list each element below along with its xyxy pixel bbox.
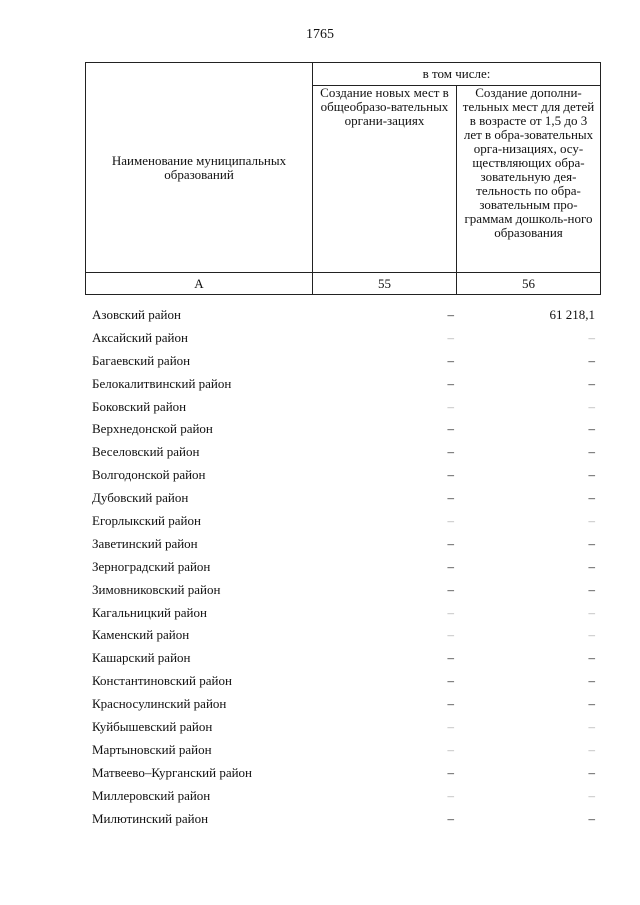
municipality-name: Дубовский район	[92, 490, 189, 506]
table-row	[89, 487, 597, 510]
value-col56: –	[588, 810, 595, 826]
value-col55: –	[447, 329, 454, 345]
value-col56: –	[588, 352, 595, 368]
municipality-name: Белокалитвинский район	[92, 375, 232, 391]
table-row	[89, 418, 597, 441]
value-col55: –	[447, 375, 454, 391]
municipality-name: Кашарский район	[92, 650, 191, 666]
municipality-name: Егорлыкский район	[92, 513, 201, 529]
municipality-name: Каменский район	[92, 627, 190, 643]
value-col56: –	[588, 558, 595, 574]
col55-header: Создание новых мест в общеобразо-вательных органи-зациях	[313, 86, 457, 273]
municipality-name: Константиновский район	[92, 673, 232, 689]
table-row	[89, 808, 597, 831]
value-col56: –	[588, 329, 595, 345]
municipality-name: Кагальницкий район	[92, 604, 207, 620]
value-col56: –	[588, 513, 595, 529]
value-col55: –	[447, 673, 454, 689]
table-row	[89, 441, 597, 464]
value-col55: –	[447, 558, 454, 574]
municipality-name: Красносулинский район	[92, 696, 227, 712]
municipality-name: Матвеево–Курганский район	[92, 764, 253, 780]
value-col55: –	[447, 398, 454, 414]
value-col56: –	[588, 787, 595, 803]
value-col55: –	[447, 719, 454, 735]
table-row	[89, 556, 597, 579]
value-col55: –	[447, 352, 454, 368]
table-row	[89, 647, 597, 670]
group-header: в том числе:	[313, 63, 601, 86]
value-col55: –	[447, 467, 454, 483]
table-row	[89, 602, 597, 625]
municipality-name: Заветинский район	[92, 535, 198, 551]
value-col55: –	[447, 696, 454, 712]
col56-header: Создание дополни-тельных мест для детей в возрасте от 1,5 до 3 лет в обра-зовательных орга-низациях, осу-ществляющих обра-зовательную дея-тельность по обра-зовательным про-граммам дошколь-ного образования	[457, 86, 601, 273]
value-col56: –	[588, 490, 595, 506]
value-col56: 61 218,1	[549, 307, 595, 322]
table-row	[89, 579, 597, 602]
value-col55: –	[447, 421, 454, 437]
table-row	[89, 327, 597, 350]
table-row	[89, 716, 597, 739]
table-row	[89, 739, 597, 762]
value-col56: –	[588, 421, 595, 437]
municipality-name: Азовский район	[92, 307, 181, 322]
table-header	[85, 62, 601, 295]
column-number-55: 55	[313, 273, 457, 295]
municipality-name: Милютинский район	[92, 810, 209, 826]
value-col55: –	[447, 787, 454, 803]
value-col56: –	[588, 398, 595, 414]
table-row	[89, 624, 597, 647]
value-col55: –	[447, 581, 454, 597]
municipality-name: Куйбышевский район	[92, 719, 213, 735]
page-number: 1765	[306, 27, 334, 42]
value-col56: –	[588, 764, 595, 780]
table-row	[89, 350, 597, 373]
table-row	[89, 510, 597, 533]
value-col56: –	[588, 741, 595, 757]
table-body	[89, 304, 597, 830]
municipality-name: Боковский район	[92, 398, 187, 414]
table-row	[89, 304, 597, 327]
table-row	[89, 464, 597, 487]
value-col55: –	[447, 764, 454, 780]
value-col56: –	[588, 627, 595, 643]
municipality-name: Багаевский район	[92, 352, 191, 368]
value-col56: –	[588, 673, 595, 689]
value-col55: –	[447, 535, 454, 551]
value-col55: –	[447, 810, 454, 826]
table-row	[89, 533, 597, 556]
table-row	[89, 762, 597, 785]
value-col55: –	[447, 490, 454, 506]
value-col56: –	[588, 444, 595, 460]
column-number-56: 56	[457, 273, 601, 295]
value-col56: –	[588, 604, 595, 620]
value-col55: –	[447, 513, 454, 529]
municipality-name: Верхнедонской район	[92, 421, 213, 437]
value-col55: –	[447, 627, 454, 643]
table-row	[89, 396, 597, 419]
value-col55: –	[447, 650, 454, 666]
value-col56: –	[588, 696, 595, 712]
value-col56: –	[588, 719, 595, 735]
municipality-name: Зимовниковский район	[92, 581, 221, 597]
value-col55: –	[447, 741, 454, 757]
municipality-name: Мартыновский район	[92, 741, 212, 757]
column-number-a: А	[86, 273, 313, 295]
value-col56: –	[588, 581, 595, 597]
table-row	[89, 373, 597, 396]
value-col56: –	[588, 467, 595, 483]
name-column-header: Наименование муниципальных образований	[86, 63, 313, 273]
municipality-name: Миллеровский район	[92, 787, 211, 803]
municipality-name: Аксайский район	[92, 329, 188, 345]
value-col56: –	[588, 535, 595, 551]
table-row	[89, 670, 597, 693]
value-col56: –	[588, 650, 595, 666]
value-col56: –	[588, 375, 595, 391]
value-col55: –	[447, 444, 454, 460]
table-row	[89, 785, 597, 808]
municipality-name: Веселовский район	[92, 444, 200, 460]
table-row	[89, 693, 597, 716]
municipality-name: Волгодонской район	[92, 467, 206, 483]
value-col55: –	[447, 604, 454, 620]
value-col55: –	[447, 307, 454, 322]
municipality-name: Зерноградский район	[92, 558, 211, 574]
